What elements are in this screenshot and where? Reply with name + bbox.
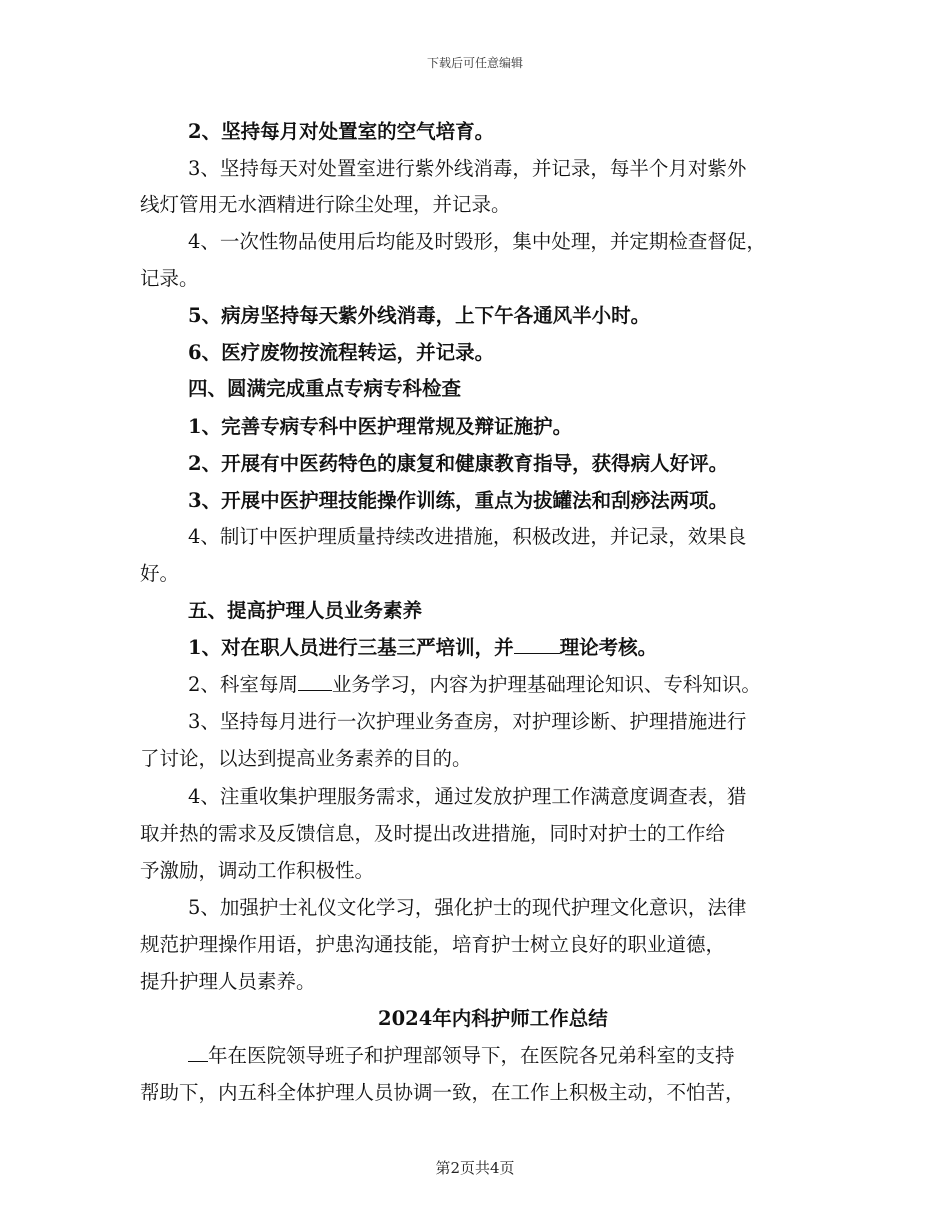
text-line: 取并热的需求及反馈信息，及时提出改进措施，同时对护士的工作给 — [140, 822, 726, 845]
text-line: 提升护理人员素养。 — [140, 970, 316, 993]
text-segment: 年在医院领导班子和护理部领导下，在医院各兄弟科室的支持 — [208, 1044, 735, 1067]
text-line: 帮助下，内五科全体护理人员协调一致，在工作上积极主动，不怕苦， — [140, 1081, 745, 1104]
text-line: 2、坚持每月对处置室的空气培育。 — [188, 120, 495, 143]
text-line: 3、坚持每天对处置室进行紫外线消毒，并记录，每半个月对紫外 — [188, 157, 747, 180]
text-segment: 业务学习，内容为护理基础理论知识、专科知识。 — [331, 673, 761, 696]
text-segment: 1、对在职人员进行三基三严培训，并 — [188, 636, 514, 659]
text-line: 好。 — [140, 562, 180, 585]
page-footer: 第2页共4页 — [435, 1159, 515, 1177]
text-line: 4、制订中医护理质量持续改进措施，积极改进，并记录，效果良 — [188, 525, 747, 548]
blank-underline — [514, 653, 560, 654]
text-line: 2、开展有中医药特色的康复和健康教育指导，获得病人好评。 — [188, 452, 729, 475]
text-line: 4、一次性物品使用后均能及时毁形，集中处理，并定期检查督促， — [188, 230, 766, 253]
text-line: 5、病房坚持每天紫外线消毒，上下午各通风半小时。 — [188, 304, 651, 327]
text-line: 3、坚持每月进行一次护理业务查房，对护理诊断、护理措施进行 — [188, 710, 747, 733]
text-line: 5、加强护士礼仪文化学习，强化护士的现代护理文化意识，法律 — [188, 896, 747, 919]
text-line: 6、医疗废物按流程转运，并记录。 — [188, 341, 495, 364]
text-line: 了讨论，以达到提高业务素养的目的。 — [140, 747, 472, 770]
page-header: 下载后可任意编辑 — [426, 56, 523, 70]
blank-underline — [298, 690, 332, 691]
text-line: 4、注重收集护理服务需求，通过发放护理工作满意度调查表，猎 — [188, 785, 747, 808]
blank-underline — [188, 1061, 208, 1062]
text-line: 线灯管用无水酒精进行除尘处理，并记录。 — [140, 193, 511, 216]
section-heading: 四、圆满完成重点专病专科检查 — [188, 377, 462, 400]
text-line — [188, 669, 761, 697]
document-title: 2024年内科护师工作总结 — [378, 1007, 608, 1030]
text-line: 3、开展中医护理技能操作训练，重点为拔罐法和刮痧法两项。 — [188, 489, 729, 512]
text-line: 1、完善专病专科中医护理常规及辩证施护。 — [188, 415, 573, 438]
text-segment: 理论考核。 — [559, 636, 658, 659]
text-segment: 2、科室每周 — [188, 673, 298, 696]
text-line: 予激励，调动工作积极性。 — [140, 859, 375, 882]
text-line — [188, 1040, 735, 1068]
text-line: 规范护理操作用语，护患沟通技能，培育护士树立良好的职业道德， — [140, 933, 726, 956]
section-heading: 五、提高护理人员业务素养 — [188, 599, 423, 622]
text-line — [188, 632, 657, 660]
text-line: 记录。 — [140, 267, 199, 290]
